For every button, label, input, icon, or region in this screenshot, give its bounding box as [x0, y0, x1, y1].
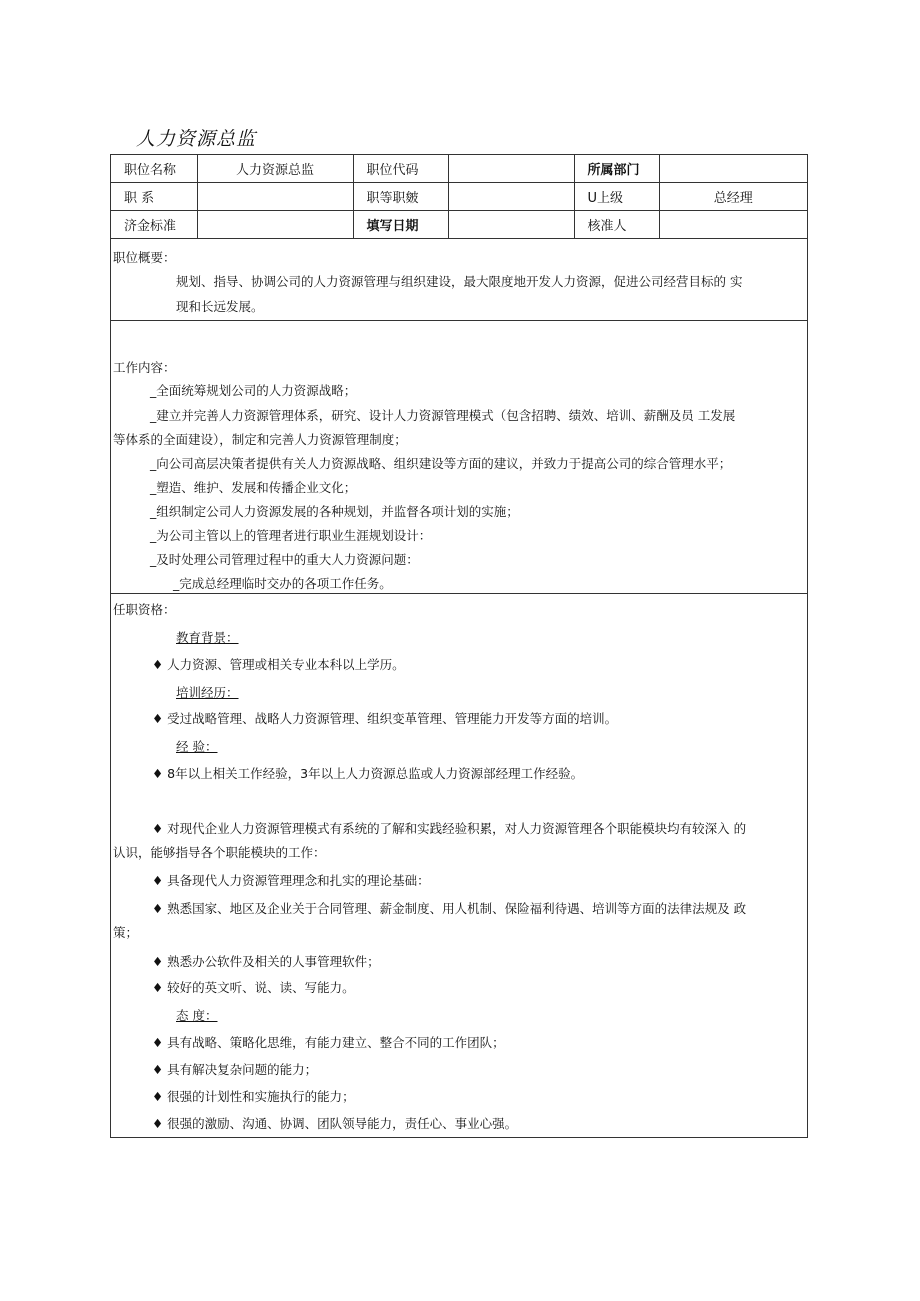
cell-job-family — [197, 183, 353, 211]
cell-salary-standard — [197, 211, 353, 239]
skill-item: 认识，能够指导各个职能模块的工作： — [113, 845, 326, 860]
skill-item: ♦ 较好的英文听、说、读、写能力。 — [152, 980, 355, 995]
cell-label-grade: 职等职皴 — [353, 183, 448, 211]
cell-label-approver: 核准人 — [574, 211, 659, 239]
cell-approver — [659, 211, 807, 239]
header-row — [111, 211, 807, 239]
cell-label-salary-standard: 济金标准 — [111, 211, 197, 239]
cell-position-code — [448, 155, 574, 183]
duty-item: _及时处理公司管理过程中的重大人力资源问题： — [150, 552, 419, 567]
cell-label-job-family: 职 系 — [111, 183, 197, 211]
cell-label-position-code: 职位代码 — [353, 155, 448, 183]
cell-grade — [448, 183, 574, 211]
header-row — [111, 183, 807, 211]
header-row — [111, 155, 807, 183]
attitude-item: ♦ 很强的计划性和实施执行的能力； — [152, 1089, 355, 1104]
document-title: 人力资源总监 — [136, 128, 257, 150]
section-divider — [111, 593, 807, 594]
cell-label-fill-date: 填写日期 — [353, 211, 448, 239]
attitude-heading: 态 度： — [176, 1008, 218, 1023]
section-divider — [111, 320, 807, 321]
training-item: ♦ 受过战略管理、战略人力资源管理、组织变革管理、管理能力开发等方面的培训。 — [152, 711, 618, 726]
skill-item: ♦ 熟悉国家、地区及企业关于合同管理、薪金制度、用人机制、保险福利待遇、培训等方面的法律法规及 政 — [152, 901, 747, 916]
duty-item: _全面统筹规划公司的人力资源战略； — [150, 383, 357, 398]
duty-item: _建立并完善人力资源管理体系，研究、设计人力资源管理模式（包含招聘、绩效、培训、薪酬及员 工发展 — [150, 408, 736, 423]
qualifications-label: 任职资格： — [113, 602, 176, 617]
cell-label-department: 所属部门 — [574, 155, 659, 183]
skill-item: ♦ 对现代企业人力资源管理模式有系统的了解和实践经验积累，对人力资源管理各个职能模块均有较深入 的 — [152, 821, 747, 836]
duty-item: _向公司高层决策者提供有关人力资源战略、组织建设等方面的建议，并致力于提高公司的综合管理水平； — [150, 456, 732, 471]
attitude-item: ♦ 具有解决复杂问题的能力； — [152, 1062, 318, 1077]
duties-label: 工作内容： — [113, 360, 176, 375]
training-heading: 培训经历： — [176, 685, 239, 700]
duty-item: _塑造、维护、发展和传播企业文化； — [150, 480, 357, 495]
education-item: ♦ 人力资源、管理或相关专业本科以上学历。 — [152, 657, 405, 672]
duty-item: _完成总经理临时交办的各项工作任务。 — [173, 576, 392, 591]
cell-supervisor: 总经理 — [659, 183, 807, 211]
experience-item: ♦ 8年以上相关工作经验，3年以上人力资源总监或人力资源部经理工作经验。 — [152, 766, 584, 781]
duty-item: _组织制定公司人力资源发展的各种规划，并监督各项计划的实施； — [150, 504, 519, 519]
attitude-item: ♦ 具有战略、策略化思维，有能力建立、整合不同的工作团队； — [152, 1035, 505, 1050]
cell-department — [659, 155, 807, 183]
skill-item: ♦ 熟悉办公软件及相关的人事管理软件； — [152, 954, 380, 969]
duty-item: 等体系的全面建设），制定和完善人力资源管理制度； — [113, 432, 407, 447]
cell-fill-date — [448, 211, 574, 239]
cell-position-name: 人力资源总监 — [197, 155, 353, 183]
cell-label-position-name: 职位名称 — [111, 155, 197, 183]
experience-heading: 经 验： — [176, 739, 218, 754]
cell-label-supervisor: U上级 — [574, 183, 659, 211]
overview-text: 规划、指导、协调公司的人力资源管理与组织建设，最大限度地开发人力资源，促进公司经营目标的 实 — [176, 274, 743, 289]
header-table — [111, 155, 807, 239]
skill-item: 策； — [113, 925, 139, 940]
skill-item: ♦ 具备现代人力资源管理理念和扎实的理论基础： — [152, 873, 430, 888]
attitude-item: ♦ 很强的激励、沟通、协调、团队领导能力，责任心、事业心强。 — [152, 1116, 518, 1131]
overview-label: 职位概要： — [113, 250, 176, 265]
overview-text: 现和长远发展。 — [176, 299, 264, 314]
duty-item: _为公司主管以上的管理者进行职业生涯规划设计： — [150, 528, 432, 543]
education-heading: 教育背景： — [176, 630, 239, 645]
job-description-form — [110, 154, 808, 1138]
